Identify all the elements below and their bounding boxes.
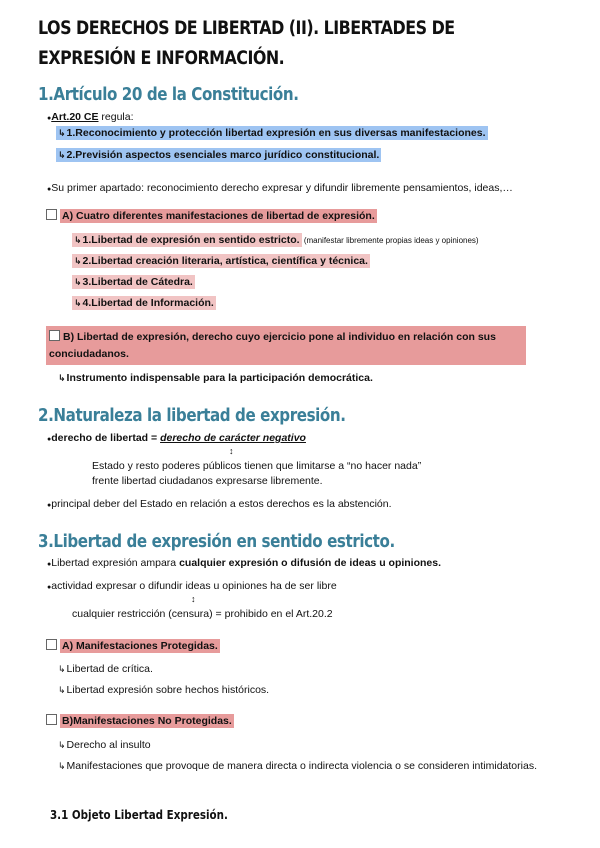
bullet-icon: ● (47, 436, 52, 443)
checkbox[interactable] (46, 209, 57, 220)
protegida-1-text: Libertad de crítica. (66, 663, 153, 675)
down-arrow-icon: ↕ (191, 594, 196, 604)
manifestacion-3-text: 3.Libertad de Cátedra. (82, 276, 193, 288)
protegida-1 (58, 662, 153, 676)
art20-item-1 (56, 126, 488, 140)
ampara-bold-text: cualquier expresión o difusión de ideas u opiniones. (179, 557, 442, 569)
manifestaciones-block-a (46, 209, 377, 223)
no-protegidas-block (46, 714, 234, 728)
bullet-icon: ● (47, 584, 52, 591)
actividad-text: actividad expresar o difundir ideas u opiniones ha de ser libre (51, 580, 337, 592)
bullet-icon: ● (47, 115, 52, 122)
primer-apartado (47, 181, 513, 197)
instrumento-text: Instrumento indispensable para la participación democrática. (66, 372, 373, 384)
principal-deber-line (47, 497, 392, 513)
checkbox[interactable] (49, 330, 60, 341)
manifestacion-2-text: 2.Libertad creación literaria, artística, científica y técnica. (82, 255, 368, 267)
estado-line: Estado y resto poderes públicos tienen que limitarse a “no hacer nada” (92, 460, 422, 472)
ampara-line (47, 556, 441, 572)
regula-text: regula: (98, 111, 134, 123)
derecho-libertad-text: derecho de libertad = (51, 432, 161, 444)
protegidas-title: A) Manifestaciones Protegidas. (62, 640, 218, 652)
art20-ref: Art.20 CE (51, 111, 99, 123)
arrow-icon: ↳ (58, 664, 66, 674)
art20-item-1-text: 1.Reconocimiento y protección libertad expresión en sus diversas manifestaciones. (66, 127, 486, 139)
block-a-title: A) Cuatro diferentes manifestaciones de libertad de expresión. (62, 210, 375, 222)
ampara-text: Libertad expresión ampara (51, 557, 180, 569)
principal-deber-text: principal deber del Estado en relación a estos derechos es la abstención. (51, 498, 392, 510)
bullet-icon: ● (47, 502, 52, 509)
manifestacion-4-text: 4.Libertad de Información. (82, 297, 214, 309)
instrumento-line (58, 371, 373, 385)
checkbox[interactable] (46, 714, 57, 725)
no-protegida-2-text: Manifestaciones que provoque de manera directa o indirecta violencia o se consideren intimidatorias. (66, 760, 537, 772)
protegidas-block (46, 639, 220, 653)
primer-apartado-text: Su primer apartado: reconocimiento derecho expresar y difundir libremente pensamientos, ideas,… (51, 182, 513, 194)
manifestaciones-block-b (46, 326, 526, 365)
manifestacion-2 (72, 254, 370, 268)
no-protegidas-title: B)Manifestaciones No Protegidas. (62, 715, 232, 727)
manifestacion-4 (72, 296, 216, 310)
arrow-icon: ↳ (74, 277, 82, 287)
arrow-icon: ↳ (74, 298, 82, 308)
arrow-icon: ↳ (58, 373, 66, 383)
art20-item-2 (56, 148, 381, 162)
manifestacion-1-text: 1.Libertad de expresión en sentido estricto. (82, 234, 300, 246)
actividad-line (47, 579, 337, 595)
restriccion-line: cualquier restricción (censura) = prohibido en el Art.20.2 (72, 608, 333, 620)
section-1-heading: 1.Artículo 20 de la Constitución. (38, 84, 299, 105)
art20-item-2-text: 2.Previsión aspectos esenciales marco jurídico constitucional. (66, 149, 380, 161)
section-3-1-heading: 3.1 Objeto Libertad Expresión. (50, 808, 228, 822)
down-arrow-icon: ↕ (229, 446, 234, 456)
section-3-heading: 3.Libertad de expresión en sentido estricto. (38, 531, 395, 552)
page-title: LOS DERECHOS DE LIBERTAD (II). LIBERTADES DE EXPRESIÓN E INFORMACIÓN. (38, 18, 455, 69)
no-protegida-2 (58, 759, 537, 773)
arrow-icon: ↳ (58, 128, 66, 138)
frente-line: frente libertad ciudadanos expresarse libremente. (92, 475, 323, 487)
no-protegida-1 (58, 738, 151, 752)
arrow-icon: ↳ (58, 761, 66, 771)
manifestacion-1 (72, 233, 479, 248)
protegida-2 (58, 683, 269, 697)
section-2-heading: 2.Naturaleza la libertad de expresión. (38, 405, 346, 426)
arrow-icon: ↳ (74, 235, 82, 245)
block-b-title: B) Libertad de expresión, derecho cuyo ejercicio pone al individuo en relación con sus conciudadanos. (49, 331, 496, 360)
derecho-negativo-text: derecho de carácter negativo (160, 432, 306, 444)
bullet-icon: ● (47, 186, 52, 193)
arrow-icon: ↳ (58, 150, 66, 160)
manifestacion-3 (72, 275, 195, 289)
arrow-icon: ↳ (74, 256, 82, 266)
bullet-icon: ● (47, 561, 52, 568)
derecho-libertad-line (47, 431, 306, 447)
arrow-icon: ↳ (58, 740, 66, 750)
protegida-2-text: Libertad expresión sobre hechos históricos. (66, 684, 270, 696)
arrow-icon: ↳ (58, 685, 66, 695)
no-protegida-1-text: Derecho al insulto (66, 739, 151, 751)
manifestacion-1-note: (manifestar libremente propias ideas y opiniones) (301, 236, 479, 245)
checkbox[interactable] (46, 639, 57, 650)
art20-line (47, 110, 134, 126)
